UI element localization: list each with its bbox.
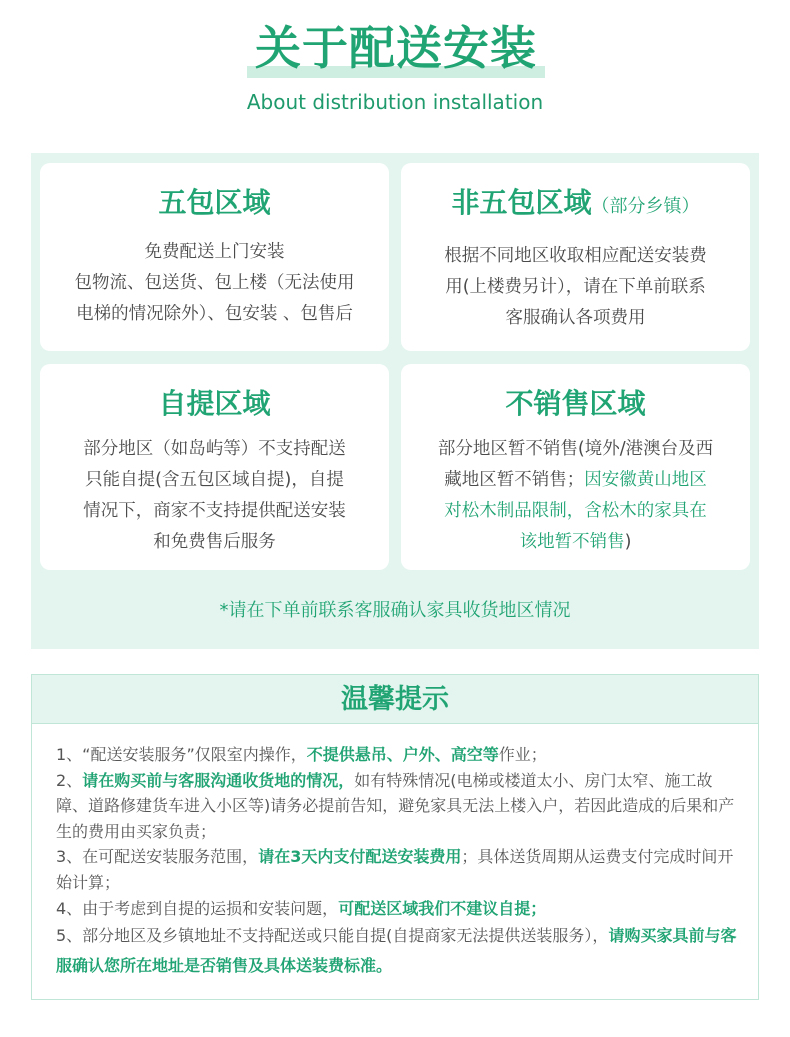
card-line: 电梯的情况除外）、包安装 、包售后 bbox=[76, 304, 353, 324]
tip-item bbox=[56, 844, 744, 895]
tip-item bbox=[56, 921, 744, 981]
card-line: 和免费售后服务 bbox=[153, 532, 276, 552]
tip-highlight: 请在3天内支付配送安装费用 bbox=[258, 847, 462, 867]
title-block bbox=[247, 18, 545, 80]
card-no-sale-zone bbox=[401, 364, 750, 570]
tip-item bbox=[56, 742, 744, 768]
card-title: 五包区域 bbox=[158, 186, 271, 219]
delivery-zones-panel bbox=[31, 153, 759, 649]
card-line bbox=[407, 465, 744, 496]
tip-highlight: 不提供悬吊、户外、高空等 bbox=[306, 745, 499, 764]
page-header bbox=[0, 0, 790, 150]
card-line: 用(上楼费另计），请在下单前联系 bbox=[445, 277, 706, 297]
card-line: 根据不同地区收取相应配送安装费 bbox=[444, 246, 707, 266]
tip-highlight: 请购买家具前与客服确认您所在地址是否销售及具体送装费标准。 bbox=[56, 926, 737, 976]
card-line: 情况下，商家不支持提供配送安装 bbox=[83, 501, 346, 521]
card-line: 免费配送上门安装 bbox=[144, 242, 285, 262]
tip-highlight: 请在购买前与客服沟通收货地的情况， bbox=[82, 770, 355, 790]
card-line: 部分地区暂不销售(境外/港澳台及西 bbox=[437, 439, 714, 459]
tips-title: 温馨提示 bbox=[32, 675, 758, 724]
tip-text: 2、 bbox=[56, 770, 83, 790]
card-five-guarantee-zone bbox=[40, 163, 389, 351]
card-line bbox=[407, 527, 744, 558]
card-body bbox=[401, 241, 750, 334]
card-line: 部分地区（如岛屿等）不支持配送 bbox=[83, 439, 346, 459]
tip-text: 3、在可配送安装服务范围， bbox=[56, 847, 259, 867]
card-highlight-line: 对松木制品限制，含松木的家具在 bbox=[444, 501, 707, 521]
tip-item bbox=[56, 896, 744, 922]
card-title: 不销售区域 bbox=[505, 387, 646, 420]
tip-text: 1、“配送安装服务”仅限室内操作， bbox=[56, 745, 307, 764]
tip-text: 作业； bbox=[498, 745, 547, 764]
card-body bbox=[401, 434, 750, 558]
card-title-suffix: （部分乡镇） bbox=[591, 196, 700, 217]
card-non-five-guarantee-zone bbox=[401, 163, 750, 351]
page-title: 关于配送安装 bbox=[255, 21, 537, 75]
card-line: 只能自提(含五包区域自提)，自提 bbox=[85, 470, 344, 490]
card-body bbox=[40, 237, 389, 330]
tip-text: 如有特殊情况(电梯或楼道太小、房门太窄、施工故障、道路修建货车进入小区等)请务必提前告知，避免家具无法上楼入户，若因此造成的后果和产生的费用由买家负责； bbox=[56, 770, 735, 841]
card-line-part: ) bbox=[624, 532, 632, 552]
card-title: 自提区域 bbox=[158, 387, 271, 420]
tip-highlight: 可配送区域我们不建议自提； bbox=[338, 898, 547, 918]
tip-item bbox=[56, 768, 744, 845]
tip-text: 4、由于考虑到自提的运损和安装问题， bbox=[56, 898, 339, 918]
contact-note: *请在下单前联系客服确认家具收货地区情况 bbox=[219, 600, 571, 621]
tip-text: 5、部分地区及乡镇地址不支持配送或只能自提(自提商家无法提供送装服务）， bbox=[56, 926, 609, 946]
card-highlight: 该地暂不销售 bbox=[519, 532, 625, 552]
card-title-text: 非五包区域 bbox=[451, 186, 592, 219]
page-subtitle: About distribution installation bbox=[246, 90, 544, 114]
tip-text: ；具体送货周期从运费支付完成时间开始计算； bbox=[56, 847, 734, 892]
card-line: 包物流、包送货、包上楼（无法使用 bbox=[74, 273, 355, 293]
card-title bbox=[401, 185, 750, 225]
card-line: 客服确认各项费用 bbox=[505, 308, 646, 328]
tips-box bbox=[31, 674, 759, 1000]
card-line-part: 藏地区暂不销售； bbox=[444, 470, 585, 490]
card-self-pickup-zone bbox=[40, 364, 389, 570]
card-highlight: 因安徽黄山地区 bbox=[584, 470, 707, 490]
card-body bbox=[40, 434, 389, 558]
tips-body bbox=[32, 724, 758, 981]
